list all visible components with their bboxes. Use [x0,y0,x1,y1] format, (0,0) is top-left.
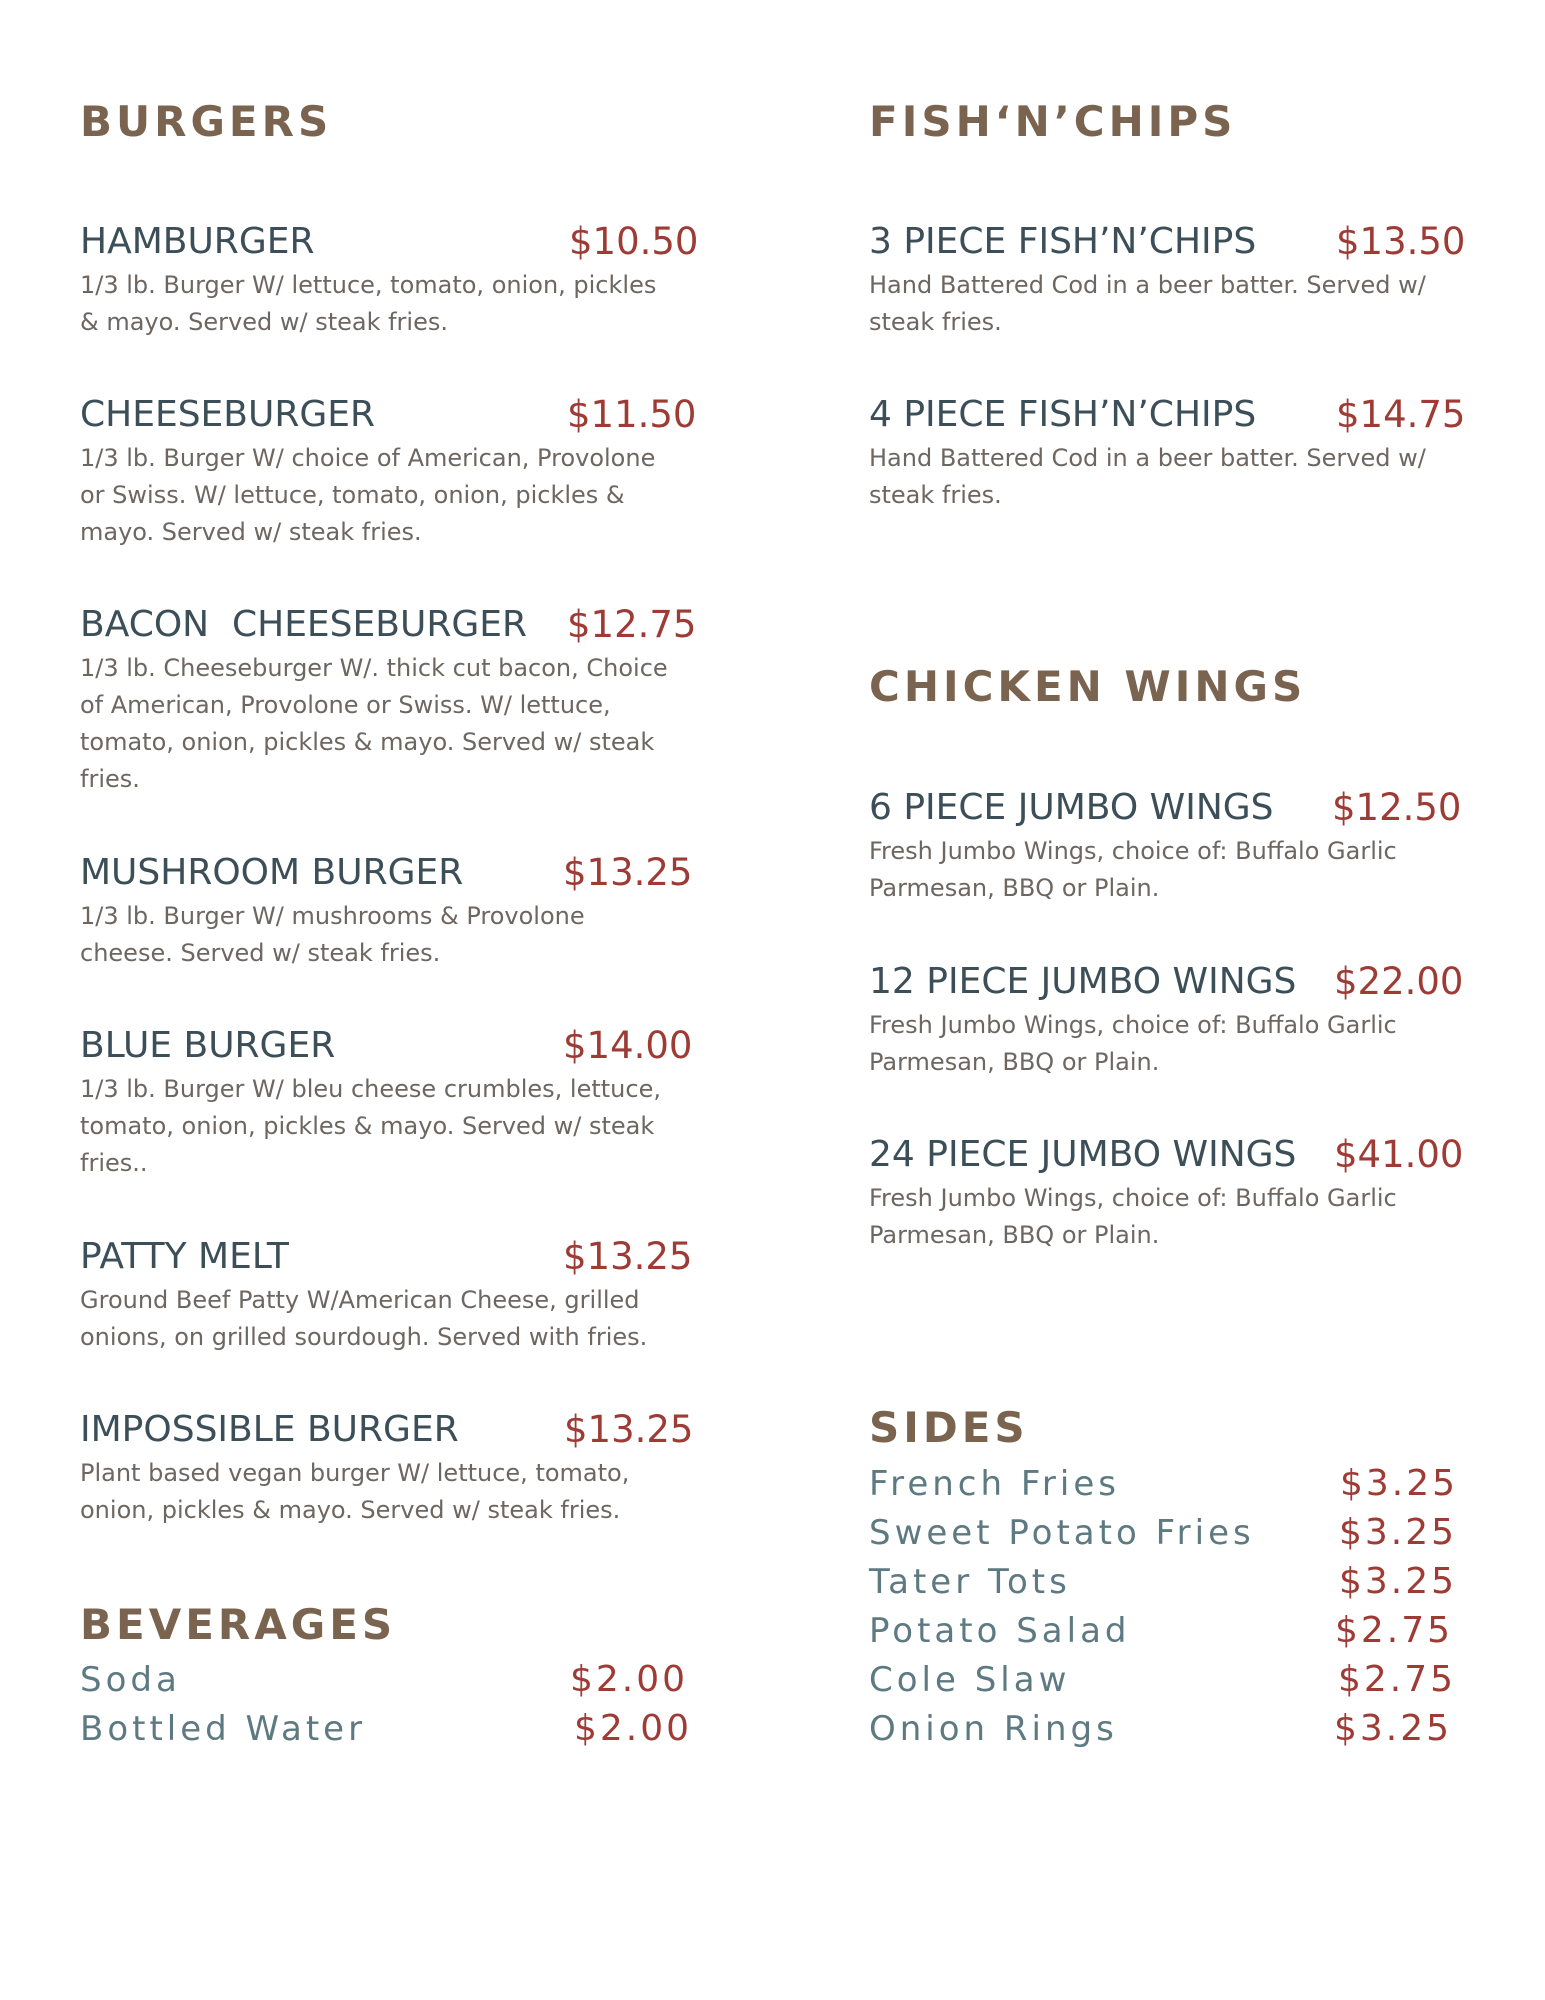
side-price: $2.75 [1338,1659,1457,1700]
item-name: PATTY MELT [80,1236,289,1277]
side-name: Sweet Potato Fries [869,1513,1255,1553]
item-price: $13.50 [1336,220,1466,263]
menu-item-4-piece-fish [869,393,1469,514]
menu-item-cheeseburger [80,393,697,551]
chicken-wings-heading: CHICKEN WINGS [869,662,1307,711]
side-name: Onion Rings [869,1709,1118,1749]
side-row [869,1460,1469,1508]
item-description: Fresh Jumbo Wings, choice of: Buffalo Garlic Parmesan, BBQ or Plain. [869,1011,1397,1076]
beverage-price: $2.00 [574,1708,693,1749]
menu-item-hamburger [80,220,699,341]
side-row [869,1607,1469,1655]
side-name: Tater Tots [869,1562,1071,1602]
side-price: $3.25 [1339,1512,1458,1553]
item-description: Fresh Jumbo Wings, choice of: Buffalo Garlic Parmesan, BBQ or Plain. [869,1184,1397,1249]
item-price: $10.50 [569,220,699,263]
item-name: 6 PIECE JUMBO WINGS [869,787,1274,828]
beverage-price: $2.00 [570,1659,689,1700]
item-description: Hand Battered Cod in a beer batter. Served w/ steak fries. [869,444,1426,509]
item-name: IMPOSSIBLE BURGER [80,1409,459,1450]
item-price: $13.25 [563,851,693,894]
beverages-heading: BEVERAGES [80,1600,397,1649]
menu-item-bacon-cheeseburger [80,603,697,798]
item-price: $11.50 [567,393,697,436]
beverage-row [80,1705,692,1753]
item-name: BLUE BURGER [80,1025,336,1066]
menu-item-mushroom-burger [80,851,692,972]
fish-and-chips-heading: FISH‘N’CHIPS [869,97,1237,146]
side-price: $3.25 [1334,1708,1453,1749]
menu-item-blue-burger [80,1024,692,1182]
menu-item-3-piece-fish [869,220,1469,341]
item-price: $13.25 [563,1235,693,1278]
menu-item-24-piece-wings [869,1133,1469,1254]
item-price: $12.75 [567,603,697,646]
side-price: $3.25 [1340,1463,1459,1504]
item-description: Hand Battered Cod in a beer batter. Served w/ steak fries. [869,271,1426,336]
side-price: $2.75 [1335,1610,1454,1651]
item-name: MUSHROOM BURGER [80,852,464,893]
burgers-heading: BURGERS [80,97,333,146]
beverage-name: Bottled Water [80,1709,367,1749]
item-name: 24 PIECE JUMBO WINGS [869,1134,1297,1175]
item-price: $14.00 [563,1024,693,1067]
item-description: 1/3 lb. Cheeseburger W/. thick cut bacon, Choice of American, Provolone or Swiss. W/ lettuce, tomato, onion, pickles & mayo. Served w/ steak fries. [80,654,668,793]
item-price: $14.75 [1336,393,1466,436]
side-row [869,1558,1469,1606]
item-name: HAMBURGER [80,221,315,262]
item-name: BACON CHEESEBURGER [80,604,527,645]
item-name: 4 PIECE FISH’N’CHIPS [869,394,1257,435]
menu-item-6-piece-wings [869,786,1469,907]
side-price: $3.25 [1339,1561,1458,1602]
menu-item-impossible-burger [80,1408,692,1529]
item-description: Fresh Jumbo Wings, choice of: Buffalo Garlic Parmesan, BBQ or Plain. [869,837,1397,902]
side-name: Potato Salad [869,1611,1131,1651]
sides-heading: SIDES [869,1403,1029,1452]
beverage-name: Soda [80,1660,181,1700]
beverage-row [80,1656,692,1704]
item-price: $12.50 [1332,786,1462,829]
item-price: $22.00 [1334,960,1464,1003]
side-row [869,1656,1469,1704]
menu-item-patty-melt [80,1235,692,1356]
item-description: Ground Beef Patty W/American Cheese, grilled onions, on grilled sourdough. Served with fries. [80,1286,648,1351]
side-row [869,1509,1469,1557]
item-description: 1/3 lb. Burger W/ lettuce, tomato, onion, pickles & mayo. Served w/ steak fries. [80,271,657,336]
side-name: French Fries [869,1464,1120,1504]
item-price: $13.25 [564,1408,694,1451]
side-row [869,1705,1469,1753]
item-description: Plant based vegan burger W/ lettuce, tomato, onion, pickles & mayo. Served w/ steak fries. [80,1459,630,1524]
item-name: 3 PIECE FISH’N’CHIPS [869,221,1257,262]
item-price: $41.00 [1334,1133,1464,1176]
side-name: Cole Slaw [869,1660,1071,1700]
item-description: 1/3 lb. Burger W/ choice of American, Provolone or Swiss. W/ lettuce, tomato, onion, pickles & mayo. Served w/ steak fries. [80,444,656,546]
menu-item-12-piece-wings [869,960,1469,1081]
item-name: 12 PIECE JUMBO WINGS [869,961,1297,1002]
item-description: 1/3 lb. Burger W/ bleu cheese crumbles, lettuce, tomato, onion, pickles & mayo. Served w/ steak fries.. [80,1075,661,1177]
item-name: CHEESEBURGER [80,394,376,435]
item-description: 1/3 lb. Burger W/ mushrooms & Provolone cheese. Served w/ steak fries. [80,902,585,967]
